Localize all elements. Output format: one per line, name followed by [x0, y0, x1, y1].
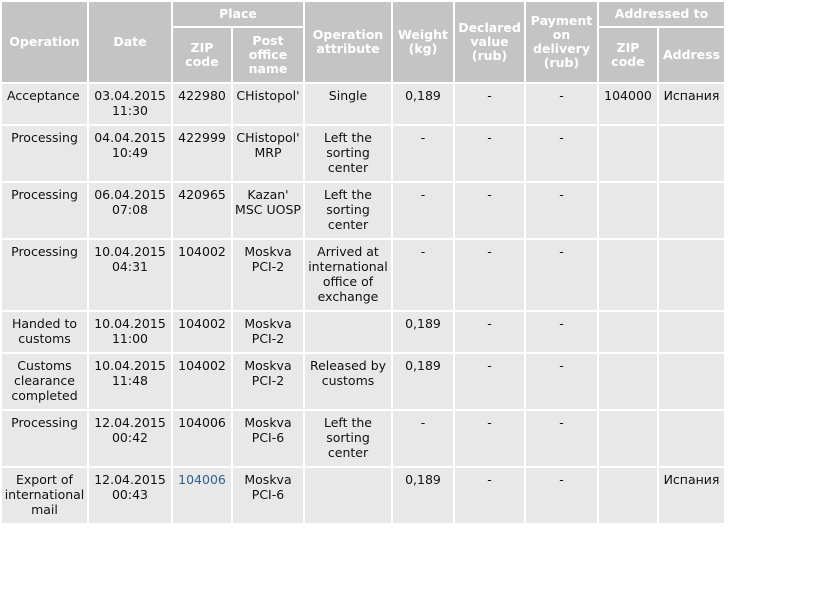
cell-to-address — [659, 240, 724, 310]
table-header — [2, 2, 724, 82]
cell-declared: - — [455, 183, 524, 238]
cell-date: 10.04.2015 04:31 — [89, 240, 171, 310]
cell-to-zip — [599, 240, 657, 310]
cell-to-zip — [599, 468, 657, 523]
cell-operation: Processing — [2, 183, 87, 238]
cell-declared: - — [455, 354, 524, 409]
cell-zip: 420965 — [173, 183, 231, 238]
header-address: Address — [659, 28, 724, 82]
cell-operation: Processing — [2, 240, 87, 310]
cell-declared: - — [455, 411, 524, 466]
cell-declared: - — [455, 126, 524, 181]
header-operation: Operation — [2, 2, 87, 82]
cell-attribute: Released by customs — [305, 354, 391, 409]
cell-zip: 422980 — [173, 84, 231, 124]
table-row — [2, 468, 724, 523]
cell-operation: Acceptance — [2, 84, 87, 124]
cell-weight: - — [393, 126, 453, 181]
cell-declared: - — [455, 84, 524, 124]
cell-payment: - — [526, 240, 597, 310]
cell-attribute: Left the sorting center — [305, 183, 391, 238]
cell-to-address — [659, 126, 724, 181]
cell-attribute: Single — [305, 84, 391, 124]
cell-date: 12.04.2015 00:43 — [89, 468, 171, 523]
cell-attribute: Left the sorting center — [305, 126, 391, 181]
cell-zip: 104002 — [173, 240, 231, 310]
header-addressed-to: Addressed to — [599, 2, 724, 26]
cell-office: Kazan' MSC UOSP — [233, 183, 303, 238]
header-place: Place — [173, 2, 303, 26]
header-weight: Weight (kg) — [393, 2, 453, 82]
cell-weight: 0,189 — [393, 468, 453, 523]
cell-operation: Customs clearance completed — [2, 354, 87, 409]
cell-to-zip — [599, 354, 657, 409]
cell-to-zip — [599, 126, 657, 181]
table-row — [2, 240, 724, 310]
cell-zip: 422999 — [173, 126, 231, 181]
cell-declared: - — [455, 240, 524, 310]
cell-zip: 104002 — [173, 312, 231, 352]
cell-operation: Export of international mail — [2, 468, 87, 523]
zip-link[interactable]: 104006 — [178, 472, 226, 487]
cell-weight: 0,189 — [393, 312, 453, 352]
header-addressed-zip-code: ZIP code — [599, 28, 657, 82]
cell-payment: - — [526, 84, 597, 124]
cell-zip: 104002 — [173, 354, 231, 409]
cell-payment: - — [526, 312, 597, 352]
cell-weight: - — [393, 183, 453, 238]
cell-operation: Handed to customs — [2, 312, 87, 352]
cell-office: CHistopol' — [233, 84, 303, 124]
table-row — [2, 312, 724, 352]
cell-to-zip: 104000 — [599, 84, 657, 124]
cell-to-address — [659, 354, 724, 409]
cell-to-address — [659, 183, 724, 238]
cell-declared: - — [455, 468, 524, 523]
cell-attribute: Left the sorting center — [305, 411, 391, 466]
header-operation-attribute: Operation attribute — [305, 2, 391, 82]
cell-declared: - — [455, 312, 524, 352]
cell-date: 10.04.2015 11:48 — [89, 354, 171, 409]
cell-office: CHistopol' MRP — [233, 126, 303, 181]
cell-date: 04.04.2015 10:49 — [89, 126, 171, 181]
cell-date: 06.04.2015 07:08 — [89, 183, 171, 238]
cell-operation: Processing — [2, 126, 87, 181]
cell-office: Moskva PCI-6 — [233, 468, 303, 523]
header-declared-value: Declared value (rub) — [455, 2, 524, 82]
cell-weight: - — [393, 411, 453, 466]
cell-payment: - — [526, 126, 597, 181]
cell-office: Moskva PCI-2 — [233, 312, 303, 352]
cell-payment: - — [526, 468, 597, 523]
table-row — [2, 84, 724, 124]
table-row — [2, 126, 724, 181]
cell-attribute — [305, 312, 391, 352]
cell-to-zip — [599, 411, 657, 466]
table-row — [2, 354, 724, 409]
cell-office: Moskva PCI-6 — [233, 411, 303, 466]
table-row — [2, 411, 724, 466]
header-payment-on-delivery: Payment on delivery (rub) — [526, 2, 597, 82]
cell-payment: - — [526, 183, 597, 238]
cell-date: 03.04.2015 11:30 — [89, 84, 171, 124]
header-zip-code: ZIP code — [173, 28, 231, 82]
cell-payment: - — [526, 354, 597, 409]
cell-office: Moskva PCI-2 — [233, 240, 303, 310]
table-row — [2, 183, 724, 238]
header-post-office-name: Post office name — [233, 28, 303, 82]
cell-to-address: Испания — [659, 84, 724, 124]
header-date: Date — [89, 2, 171, 82]
cell-attribute — [305, 468, 391, 523]
cell-date: 12.04.2015 00:42 — [89, 411, 171, 466]
cell-office: Moskva PCI-2 — [233, 354, 303, 409]
cell-zip: 104006 — [173, 411, 231, 466]
cell-weight: 0,189 — [393, 354, 453, 409]
cell-to-zip — [599, 183, 657, 238]
cell-zip[interactable] — [173, 468, 231, 523]
cell-date: 10.04.2015 11:00 — [89, 312, 171, 352]
cell-weight: - — [393, 240, 453, 310]
cell-operation: Processing — [2, 411, 87, 466]
cell-to-address — [659, 411, 724, 466]
cell-to-address: Испания — [659, 468, 724, 523]
cell-payment: - — [526, 411, 597, 466]
cell-to-address — [659, 312, 724, 352]
cell-weight: 0,189 — [393, 84, 453, 124]
cell-to-zip — [599, 312, 657, 352]
cell-attribute: Arrived at international office of exchange — [305, 240, 391, 310]
table-body — [2, 84, 724, 523]
